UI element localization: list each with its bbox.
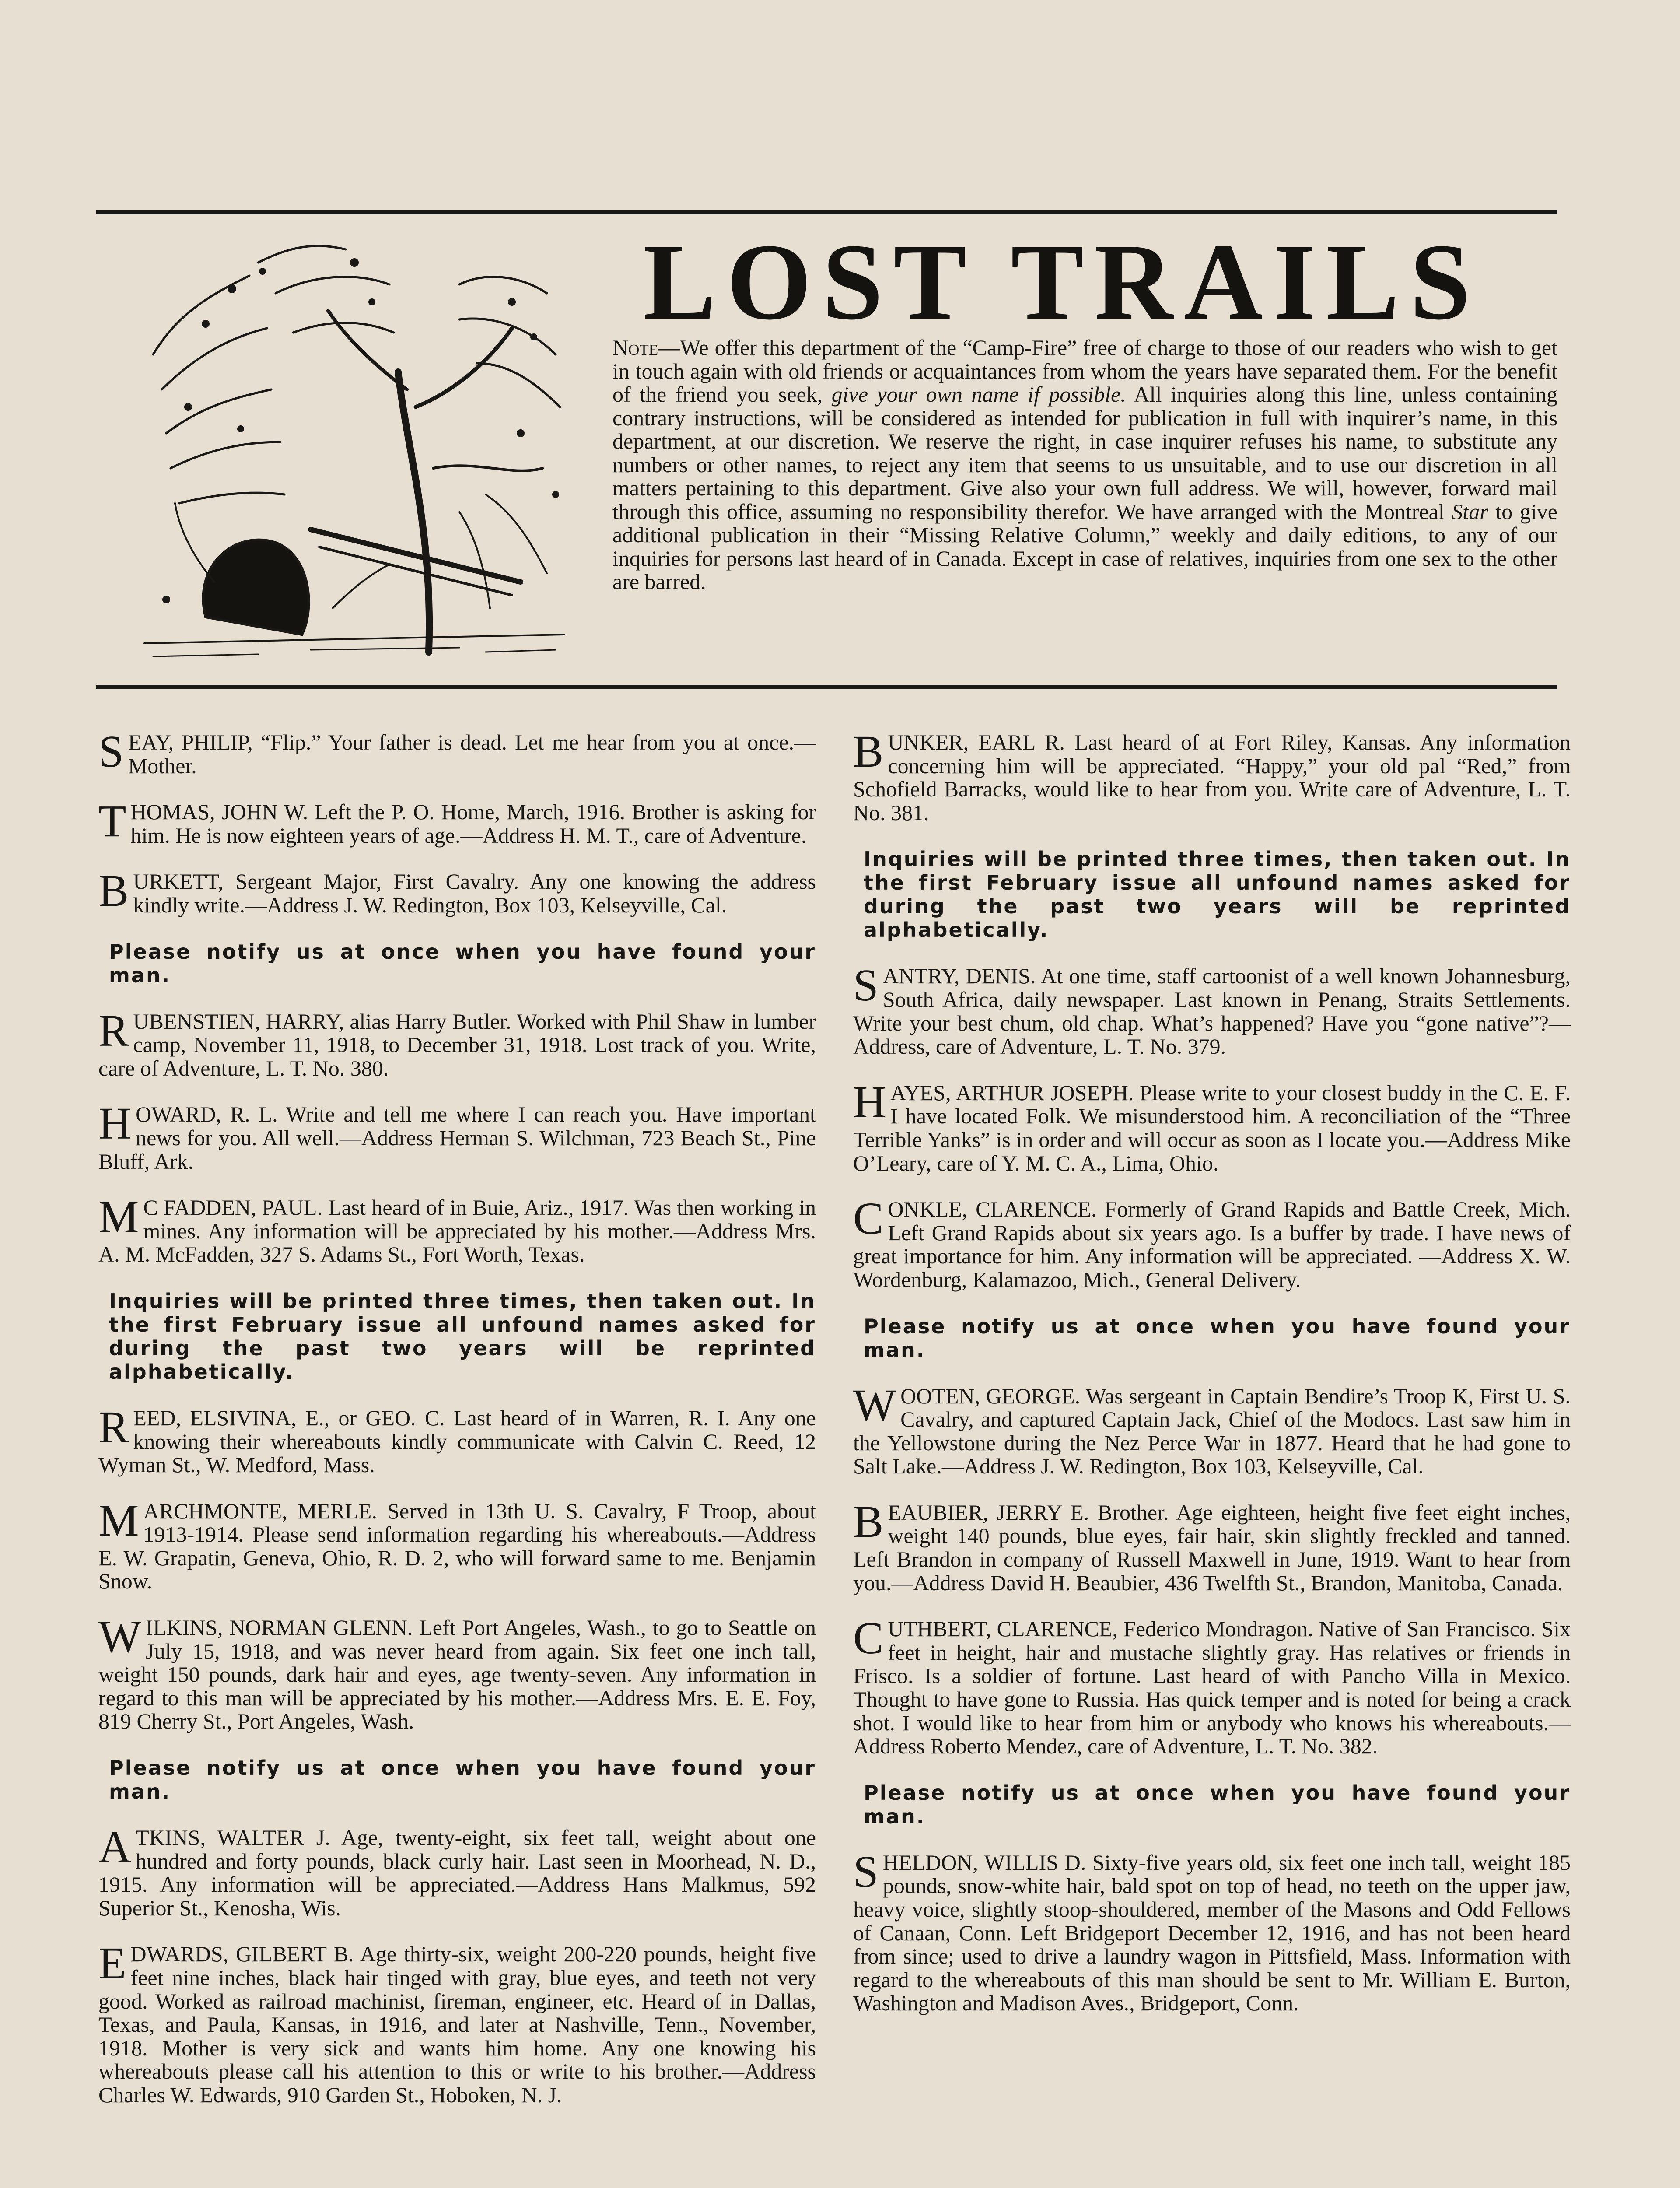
note-label: Note [612, 335, 658, 360]
inquiry-text: HELDON, WILLIS D. Sixty-five years old, six feet one inch tall, weight 185 pounds, snow-white hair, bald spot on top of head, no teeth on the upper jaw, heavy voice, slightly stoop-shouldered, member of the Masons and Odd Fellows of Canaan, Conn. Left Bridgeport December 12, 1916, and has not been heard from since; used to drive a laundry wagon in Pittsfield, Mass. Information with regard to the whereabouts of this man should be sent to Mr. William E. Burton, Washington and Madison Aves., Bridgeport, Conn. [853, 1850, 1571, 2016]
inquiry-entry [853, 1846, 1571, 2016]
notice-text: Please notify us at once when you have found your man. [109, 940, 816, 987]
drop-cap: R [98, 1402, 129, 1452]
inquiry-text: OOTEN, GEORGE. Was sergeant in Captain Bendire’s Troop K, First U. S. Cavalry, and captured Captain Jack, Chief of the Modocs. Last saw him in the Yellowstone during the Nez Perce War in 1877. Heard that he had gone to Salt Lake.—Address J. W. Redington, Box 103, Kelseyville, Cal. [853, 1383, 1571, 1479]
inquiry-text: UTHBERT, CLARENCE, Federico Mondragon. Native of San Francisco. Six feet in height, hair and mustache slightly gray. Has relatives or friends in Frisco. Is a soldier of fortune. Last heard of with Pancho Villa in Mexico. Thought to have gone to Russia. Has quick temper and is noted for being a crack shot. I would like to hear from him or anybody who knows his whereabouts.—Address Roberto Mendez, care of Adventure, L. T. No. 382. [853, 1616, 1571, 1759]
inquiry-entry [853, 1496, 1571, 1595]
drop-cap: B [98, 866, 129, 916]
inquiry-entry [853, 1076, 1571, 1175]
drop-cap: B [853, 726, 884, 777]
inquiry-entry [98, 1822, 816, 1920]
department-note [612, 336, 1558, 594]
left-column [98, 726, 816, 2130]
note-text-1: —We offer this department of the “Camp-Fire” free of charge to those of our readers who wish to get in touch again with old friends or acquaintances from whom the years have separated them. For the benefit of the friend you seek, [612, 335, 1558, 407]
drop-cap: W [853, 1380, 896, 1431]
drop-cap: C [853, 1193, 884, 1244]
inquiry-entry [853, 1193, 1571, 1292]
notice-text: Please notify us at once when you have found your man. [864, 1781, 1571, 1828]
notice-text: Please notify us at once when you have found your man. [109, 1756, 816, 1804]
inquiry-text: TKINS, WALTER J. Age, twenty-eight, six feet tall, weight about one hundred and forty pounds, black curly hair. Last seen in Moorhead, N. D., 1915. Any information will be appreciated.—Address Hans Malkmus, 592 Superior St., Kenosha, Wis. [98, 1825, 816, 1920]
inquiry-text: ARCHMONTE, MERLE. Served in 13th U. S. Cavalry, F Troop, about 1913-1914. Please send information regarding his whereabouts.—Address E. W. Grapatin, Geneva, Ohio, R. D. 2, who will forward same to me. Benjamin Snow. [98, 1498, 816, 1594]
inquiry-entry [98, 866, 816, 917]
drop-cap: S [98, 726, 124, 777]
inquiry-text: DWARDS, GILBERT B. Age thirty-six, weight 200-220 pounds, height five feet nine inches, black hair tinged with gray, blue eyes, and teeth not very good. Worked as railroad machinist, fireman, engineer, etc. Heard of in Dallas, Texas, and Paula, Kansas, in 1916, and later at Nashville, Tenn., November, 1918. Mother is very sick and wants him home. Any one knowing his whereabouts please call his attention to this or write to his brother.—Address Charles W. Edwards, 910 Garden St., Hoboken, N. J. [98, 1942, 816, 2107]
inquiry-entry [98, 1495, 816, 1594]
top-rule [96, 210, 1558, 214]
inquiry-entry [853, 726, 1571, 825]
inquiry-text: ILKINS, NORMAN GLENN. Left Port Angeles, Wash., to go to Seattle on July 15, 1918, and was never heard from again. Six feet one inch tall, weight 150 pounds, dark hair and eyes, age twenty-seven. Any information in regard to this man will be appreciated by his mother.—Address Mrs. E. E. Foy, 819 Cherry St., Port Angeles, Wash. [98, 1615, 816, 1734]
notice-text: Inquiries will be printed three times, then taken out. In the first February issue all unfound names asked for during the past two years will be reprinted alphabetically. [864, 847, 1571, 942]
drop-cap: A [98, 1822, 132, 1872]
drop-cap: H [98, 1098, 132, 1149]
page-title: LOST TRAILS [643, 221, 1481, 343]
inquiry-entry [853, 960, 1571, 1059]
notice-text: Inquiries will be printed three times, then taken out. In the first February issue all unfound names asked for during the past two years will be reprinted alphabetically. [109, 1289, 816, 1384]
drop-cap: M [98, 1192, 139, 1242]
drop-cap: M [98, 1495, 139, 1546]
inquiry-entry [98, 796, 816, 848]
inquiry-entry [98, 1402, 816, 1477]
inquiry-text: EAUBIER, JERRY E. Brother. Age eighteen, height five feet eight inches, weight 140 pounds, blue eyes, fair hair, skin slightly freckled and tanned. Left Brandon in company of Russell Maxwell in June, 1919. Want to hear from you.—Address David H. Beaubier, 436 Twelfth St., Brandon, Manitoba, Canada. [853, 1500, 1571, 1595]
inquiry-text: UNKER, EARL R. Last heard of at Fort Riley, Kansas. Any information concerning him will be appreciated. “Happy,” your old pal “Red,” from Schofield Barracks, would like to hear from you. Write care of Adventure, L. T. No. 381. [853, 730, 1571, 825]
inquiry-entry [853, 1613, 1571, 1759]
drop-cap: C [853, 1613, 884, 1664]
inquiry-text: ONKLE, CLARENCE. Formerly of Grand Rapids and Battle Creek, Mich. Left Grand Rapids about six years ago. Is a buffer by trade. I have news of great importance for him. Any information will be appreciated. —Address X. W. Wordenburg, Kalamazoo, Mich., General Delivery. [853, 1197, 1571, 1292]
inquiry-entry [98, 1192, 816, 1267]
note-star: Star [1452, 499, 1488, 524]
inquiry-text: ANTRY, DENIS. At one time, staff cartoonist of a well known Johannesburg, South Africa, daily newspaper. Last known in Penang, Straits Settlements. Write your best chum, old chap. What’s happened? Have you “gone native”?—Address, care of Adventure, L. T. No. 379. [853, 964, 1571, 1059]
drop-cap: W [98, 1612, 142, 1662]
drop-cap: B [853, 1496, 884, 1547]
inquiry-text: EAY, PHILIP, “Flip.” Your father is dead. Let me hear from you at once.—Mother. [128, 730, 816, 778]
inquiry-entry [98, 1005, 816, 1080]
inquiry-text: C FADDEN, PAUL. Last heard of in Buie, Ariz., 1917. Was then working in mines. Any information will be appreciated by his mother.—Address Mrs. A. M. McFadden, 327 S. Adams St., Fort Worth, Texas. [98, 1195, 816, 1267]
inquiry-text: AYES, ARTHUR JOSEPH. Please write to your closest buddy in the C. E. F. I have located Folk. We misunderstood him. A reconciliation of the “Three Terrible Yanks” is in order and will occur as soon as I locate you.—Address Mike O’Leary, care of Y. M. C. A., Lima, Ohio. [853, 1080, 1571, 1175]
drop-cap: R [98, 1005, 129, 1056]
notice-text: Please notify us at once when you have found your man. [864, 1314, 1571, 1362]
inquiry-entry [853, 1380, 1571, 1479]
inquiry-text: OWARD, R. L. Write and tell me where I can reach you. Have important news for you. All well.—Address Herman S. Wilchman, 723 Beach St., Pine Bluff, Ark. [98, 1102, 816, 1174]
note-text-2: All inquiries along this line, unless containing contrary instructions, will be considered as intended for publication in full with inquirer’s name, in this department, at our discretion. We reserve the right, in case inquirer refuses his name, to substitute any numbers or other names, to reject any item that seems to us unsuitable, and to use our discretion in all matters pertaining to this department. Give also your own full address. We will, however, forward mail through this office, assuming no responsibility therefor. We have arranged with the Montreal [612, 382, 1558, 524]
note-text-3: to give additional publication in their “Missing Relative Column,” weekly and daily editions, to any of our inquiries for persons last heard of in Canada. Except in case of relatives, inquiries from one sex to the other are barred. [612, 499, 1558, 594]
drop-cap: E [98, 1938, 126, 1989]
drop-cap: S [853, 1846, 878, 1897]
right-column [853, 726, 1571, 2038]
drop-cap: H [853, 1076, 886, 1127]
cave-illustration-icon [127, 223, 586, 674]
drop-cap: T [98, 796, 126, 847]
inquiry-entry [98, 726, 816, 778]
inquiry-text: HOMAS, JOHN W. Left the P. O. Home, March, 1916. Brother is asking for him. He is now eighteen years of age.—Address H. M. T., care of Adventure. [130, 799, 816, 848]
inquiry-entry [98, 1938, 816, 2107]
drop-cap: S [853, 960, 878, 1011]
note-emphasis: give your own name if possible. [831, 382, 1126, 407]
header-bottom-rule [96, 685, 1558, 689]
inquiry-entry [98, 1098, 816, 1174]
inquiry-text: UBENSTIEN, HARRY, alias Harry Butler. Worked with Phil Shaw in lumber camp, November 11, 1918, to December 31, 1918. Lost track of you. Write, care of Adventure, L. T. No. 380. [98, 1009, 816, 1080]
inquiry-text: EED, ELSIVINA, E., or GEO. C. Last heard of in Warren, R. I. Any one knowing their whereabouts kindly communicate with Calvin C. Reed, 12 Wyman St., W. Medford, Mass. [98, 1405, 816, 1477]
inquiry-text: URKETT, Sergeant Major, First Cavalry. Any one knowing the address kindly write.—Address J. W. Redington, Box 103, Kelseyville, Cal. [133, 869, 816, 917]
inquiry-entry [98, 1612, 816, 1734]
